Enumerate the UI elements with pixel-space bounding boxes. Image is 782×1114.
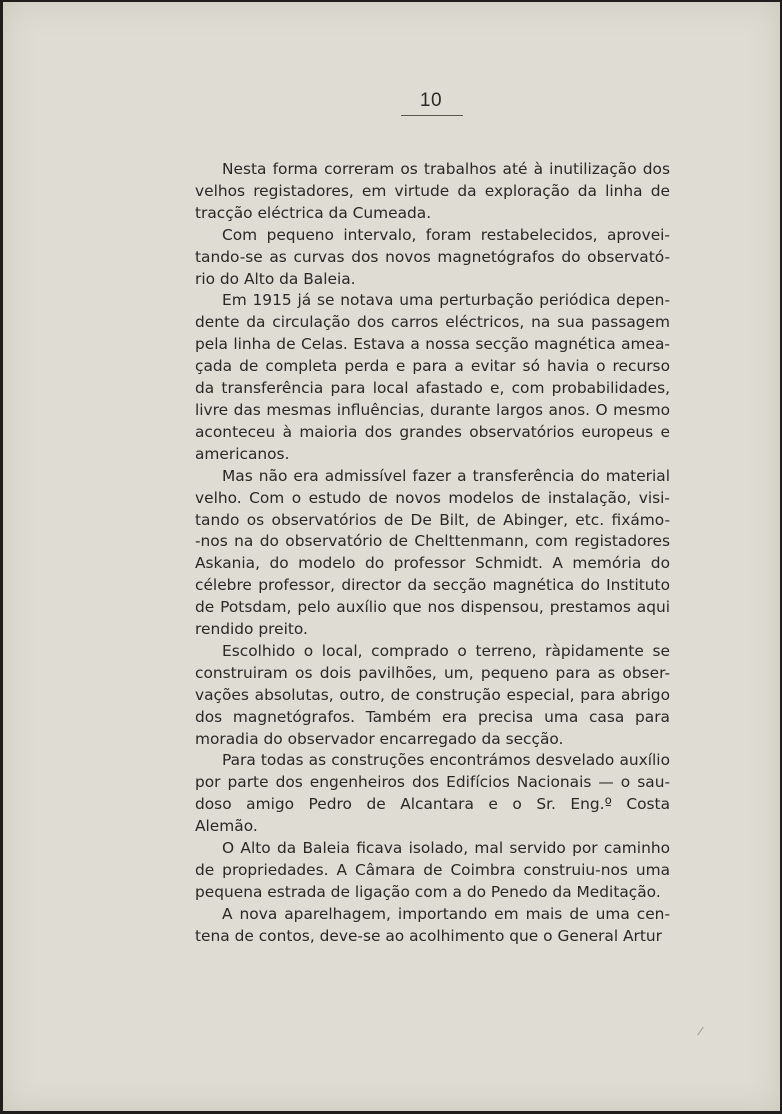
text-line: O Alto da Baleia ficava isolado, mal servido por caminho: [222, 839, 670, 858]
text-line: aconteceu à maioria dos grandes observatórios europeus e: [195, 422, 670, 441]
text-line: velho. Com o estudo de novos modelos de instalação, visi-: [195, 488, 670, 507]
text-line: doso amigo Pedro de Alcantara e o Sr. Eng.º Costa: [195, 795, 670, 814]
text-line: Escolhido o local, comprado o terreno, ràpidamente se: [222, 641, 670, 660]
text-line: tando-se as curvas dos novos magnetógrafos do observató-: [195, 247, 670, 266]
book-page: [3, 2, 780, 1111]
text-line: célebre professor, director da secção magnética do Instituto: [195, 576, 670, 595]
text-line: vações absolutas, outro, de construção especial, para abrigo: [195, 685, 670, 704]
text-line: Nesta forma correram os trabalhos até à inutilização dos: [222, 160, 670, 178]
text-line: pequena estrada de ligação com a do Penedo da Meditação.: [195, 882, 661, 901]
text-line: çada de completa perda e para a evitar só havia o recurso: [195, 357, 670, 376]
text-line: Askania, do modelo do professor Schmidt. A memória do: [195, 554, 670, 573]
text-line: Em 1915 já se notava uma perturbação periódica depen-: [222, 291, 670, 310]
paragraph: [195, 290, 670, 465]
paragraph: [195, 466, 670, 641]
text-line: velhos registadores, em virtude da exploração da linha de: [195, 181, 670, 200]
text-line: Com pequeno intervalo, foram restabelecidos, aprovei-: [222, 225, 670, 244]
text-line: Alemão.: [195, 817, 258, 836]
paragraph: [195, 159, 670, 225]
paragraph: [195, 750, 670, 838]
text-line: rio do Alto da Baleia.: [195, 269, 356, 288]
page-body-text: [195, 159, 670, 948]
text-line: -nos na do observatório de Chelttenmann, com registadores: [195, 532, 670, 551]
page-number: 10: [419, 90, 443, 111]
paragraph: [195, 904, 670, 948]
text-line: A nova aparelhagem, importando em mais de uma cen-: [222, 904, 670, 923]
text-line: da transferência para local afastado e, com probabilidades,: [195, 379, 670, 398]
text-line: tena de contos, deve-se ao acolhimento que o General Artur: [195, 926, 662, 945]
text-line: de propriedades. A Câmara de Coimbra construiu-nos uma: [195, 861, 670, 879]
paragraph: [195, 641, 670, 751]
text-line: construiram os dois pavilhões, um, pequeno para as obser-: [195, 663, 670, 682]
text-line: americanos.: [195, 444, 290, 463]
paragraph: [195, 225, 670, 291]
paper-mark: [697, 1027, 712, 1042]
paragraph: [195, 838, 670, 904]
text-line: tando os observatórios de De Bilt, de Abinger, etc. fixámo-: [195, 510, 670, 529]
text-line: Mas não era admissível fazer a transferência do material: [222, 466, 670, 485]
page-number-rule: [401, 115, 463, 116]
text-line: rendido preito.: [195, 620, 308, 639]
text-line: Para todas as construções encontrámos desvelado auxílio: [222, 751, 670, 770]
text-line: por parte dos engenheiros dos Edifícios Nacionais — o sau-: [195, 773, 670, 792]
text-line: tracção eléctrica da Cumeada.: [195, 203, 432, 222]
text-line: dente da circulação dos carros eléctricos, na sua passagem: [195, 313, 670, 332]
text-line: de Potsdam, pelo auxílio que nos dispensou, prestamos aqui: [195, 598, 670, 617]
text-line: moradia do observador encarregado da secção.: [195, 729, 564, 748]
text-line: pela linha de Celas. Estava a nossa secção magnética amea-: [195, 335, 670, 354]
text-line: livre das mesmas influências, durante largos anos. O mesmo: [195, 400, 670, 419]
text-line: dos magnetógrafos. Também era precisa uma casa para: [195, 707, 670, 726]
